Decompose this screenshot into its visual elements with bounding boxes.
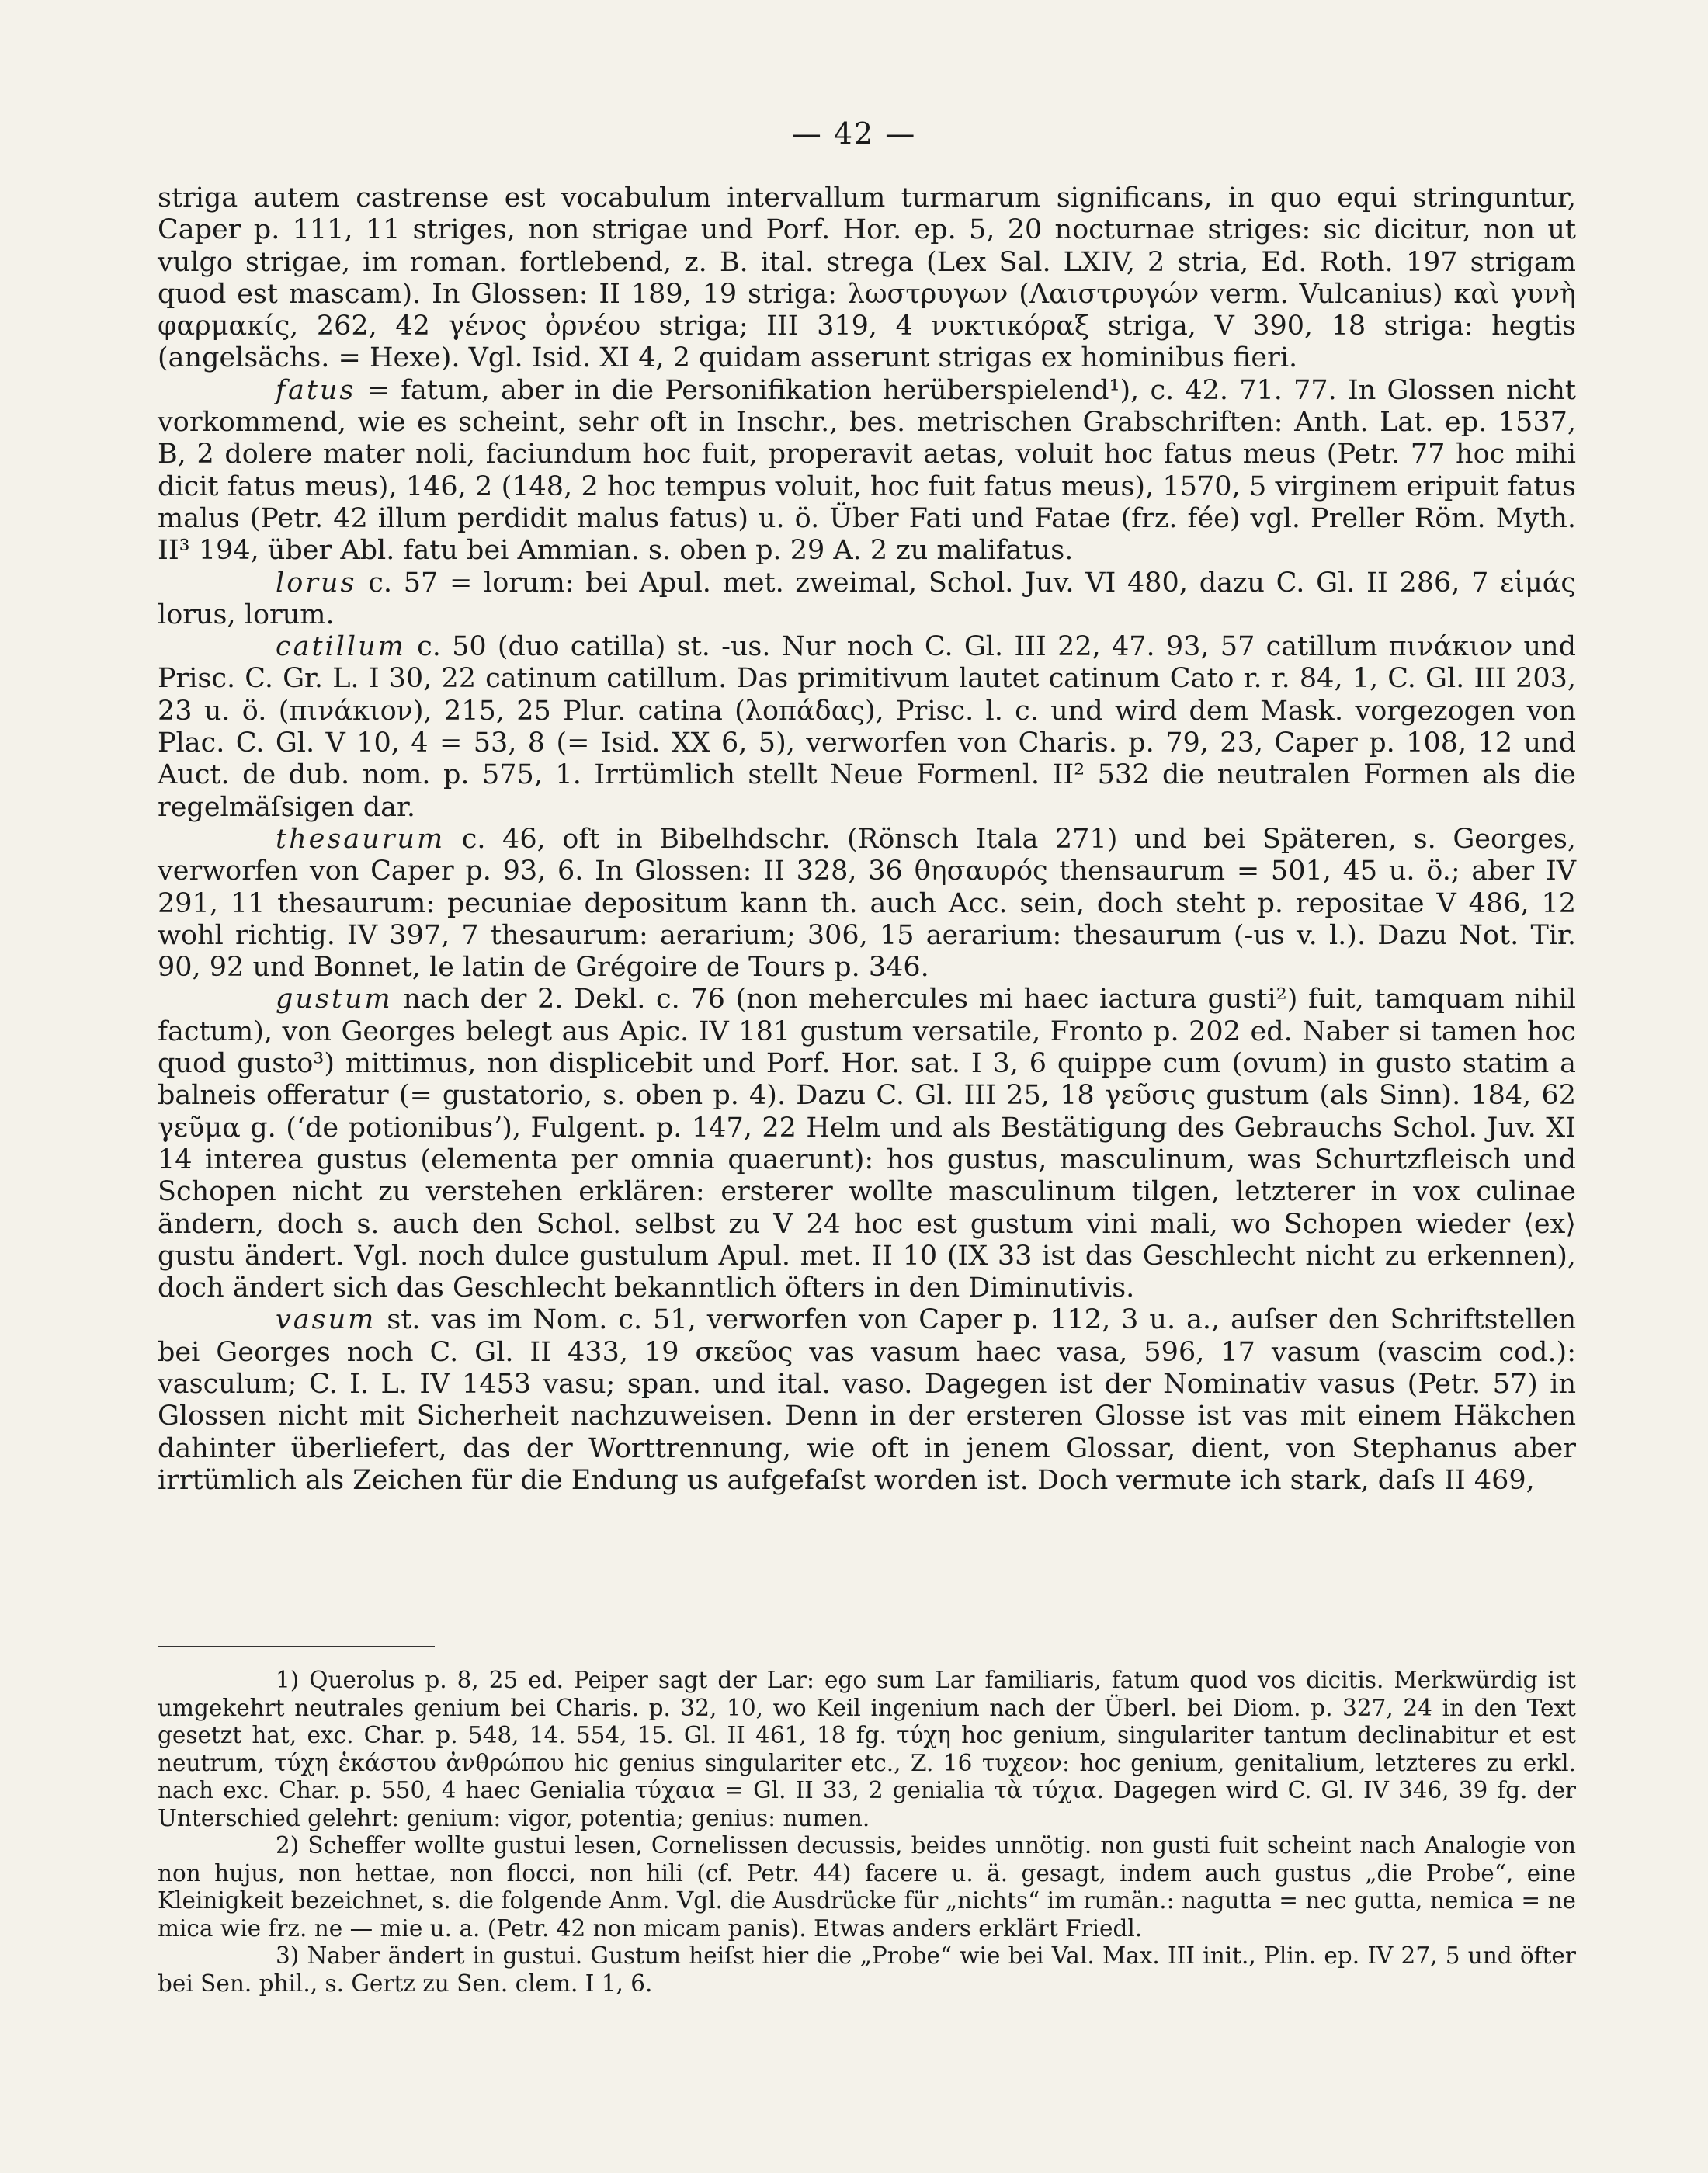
paragraph-gustum: gustum nach der 2. Dekl. c. 76 (non mehercules mi haec iactura gusti²) fuit, tamquam nihil factum), von Georges belegt aus Apic. IV 181 gustum versatile, Fronto p. 202 ed. Naber si tamen hoc quod gusto³) mittimus, non displicebit und Porf. Hor. sat. I 3, 6 quippe cum (ovum) in gusto statim a balneis offeratur (= gustatorio, s. oben p. 4). Dazu C. Gl. III 25, 18 γεῦσις gustum (als Sinn). 184, 62 γεῦμα g. (ʻde potionibusʼ), Fulgent. p. 147, 22 Helm und als Bestätigung des Gebrauchs Schol. Juv. XI 14 interea gustus (elementa per omnia quaerunt): hos gustus, masculinum, was Schurtzfleisch und Schopen nicht zu verstehen erklären: ersterer wollte masculinum tilgen, letzterer in vox culinae ändern, doch s. auch den Schol. selbst zu V 24 hoc est gustum vini mali, wo Schopen wieder ⟨ex⟩ gustu ändert. Vgl. noch dulce gustulum Apul. met. II 10 (IX 33 ist das Geschlecht nicht zu erkennen), doch ändert sich das Geschlecht bekanntlich öfters in den Diminutivis. [158,984,1576,1304]
paragraph-fatus: fatus = fatum, aber in die Personifikation herüberspielend¹), c. 42. 71. 77. In Glossen nicht vorkommend, wie es scheint, sehr oft in Inschr., bes. metrischen Grabschriften: Anth. Lat. ep. 1537, B, 2 dolere mater noli, faciundum hoc fuit, properavit aetas, voluit hoc fatus meus (Petr. 77 hoc mihi dicit fatus meus), 146, 2 (148, 2 hoc tempus voluit, hoc fuit fatus meus), 1570, 5 virginem eripuit fatus malus (Petr. 42 illum perdidit malus fatus) u. ö. Über Fati und Fatae (frz. fée) vgl. Preller Röm. Myth. II³ 194, über Abl. fatu bei Ammian. s. oben p. 29 A. 2 zu malifatus. [158,374,1576,567]
footnotes [158,1667,1576,1998]
headword: vasum [276,1304,377,1336]
footnote-1: 1) Querolus p. 8, 25 ed. Peiper sagt der Lar: ego sum Lar familiaris, fatum quod vos dicitis. Merkwürdig ist umgekehrt neutrales genium bei Charis. p. 32, 10, wo Keil ingenium nach der Überl. bei Diom. p. 327, 24 in den Text gesetzt hat, exc. Char. p. 548, 14. 554, 15. Gl. II 461, 18 fg. τύχη hoc genium, singulariter tantum declinabitur et est neutrum, τύχη ἑκάστου ἀνθρώπου hic genius singulariter etc., Z. 16 τυχεον: hoc genium, genitalium, letzteres zu erkl. nach exc. Char. p. 550, 4 haec Genialia τύχαια = Gl. II 33, 2 genialia τὰ τύχια. Dagegen wird C. Gl. IV 346, 39 fg. der Unterschied gelehrt: genium: vigor, potentia; genius: numen. [158,1667,1576,1831]
footnote-2: 2) Scheffer wollte gustui lesen, Cornelissen decussis, beides unnötig. non gusti fuit scheint nach Analogie von non hujus, non hettae, non flocci, non hili (cf. Petr. 44) facere u. ä. gesagt, indem auch gustus „die Probe“, eine Kleinigkeit bezeichnet, s. die folgende Anm. Vgl. die Ausdrücke für „nichts“ im rumän.: nagutta = nec gutta, nemica = ne mica wie frz. ne — mie u. a. (Petr. 42 non micam panis). Etwas anders erklärt Friedl. [158,1832,1576,1942]
headword: catillum [276,631,406,663]
paragraph-lorus: lorus c. 57 = lorum: bei Apul. met. zweimal, Schol. Juv. VI 480, dazu C. Gl. II 286, 7 εἱμάς lorus, lorum. [158,567,1576,630]
headword: thesaurum [276,823,446,855]
paragraph-vasum: vasum st. vas im Nom. c. 51, verworfen von Caper p. 112, 3 u. a., auſser den Schriftstellen bei Georges noch C. Gl. II 433, 19 σκεῦος vas vasum haec vasa, 596, 17 vasum (vascim cod.): vasculum; C. I. L. IV 1453 vasu; span. und ital. vaso. Dagegen ist der Nominativ vasus (Petr. 57) in Glossen nicht mit Sicherheit nachzuweisen. Denn in der ersteren Glosse ist vas mit einem Häkchen dahinter überliefert, das der Worttrennung, wie oft in jenem Glossar, dient, von Stephanus aber irrtümlich als Zeichen für die Endung us aufgefaſst worden ist. Doch vermute ich stark, daſs II 469, [158,1304,1576,1496]
headword: fatus [276,374,356,406]
footnote-3: 3) Naber ändert in gustui. Gustum heiſst hier die „Probe“ wie bei Val. Max. III init., Plin. ep. IV 27, 5 und öfter bei Sen. phil., s. Gertz zu Sen. clem. I 1, 6. [158,1942,1576,1997]
paragraph-thesaurum: thesaurum c. 46, oft in Bibelhdschr. (Rönsch Itala 271) und bei Späteren, s. Georges, verworfen von Caper p. 93, 6. In Glossen: II 328, 36 θησαυρός thensaurum = 501, 45 u. ö.; aber IV 291, 11 thesaurum: pecuniae depositum kann th. auch Acc. sein, doch steht p. repositae V 486, 12 wohl richtig. IV 397, 7 thesaurum: aerarium; 306, 15 aerarium: thesaurum (-us v. l.). Dazu Not. Tir. 90, 92 und Bonnet, le latin de Grégoire de Tours p. 346. [158,823,1576,984]
headword: gustum [276,984,393,1015]
main-text [158,182,1576,1497]
footnote-separator [158,1646,435,1647]
paragraph-catillum: catillum c. 50 (duo catilla) st. -us. Nur noch C. Gl. III 22, 47. 93, 57 catillum πινάκιον und Prisc. C. Gr. L. I 30, 22 catinum catillum. Das primitivum lautet catinum Cato r. r. 84, 1, C. Gl. III 203, 23 u. ö. (πινάκιον), 215, 25 Plur. catina (λοπάδας), Prisc. l. c. und wird dem Mask. vorgezogen von Plac. C. Gl. V 10, 4 = 53, 8 (= Isid. XX 6, 5), verworfen von Charis. p. 79, 23, Caper p. 108, 12 und Auct. de dub. nom. p. 575, 1. Irrtümlich stellt Neue Formenl. II² 532 die neutralen Formen als die regelmäſsigen dar. [158,631,1576,823]
paragraph-striga: striga autem castrense est vocabulum intervallum turmarum significans, in quo equi stringuntur, Caper p. 111, 11 striges, non strigae und Porf. Hor. ep. 5, 20 nocturnae striges: sic dicitur, non ut vulgo strigae, im roman. fortlebend, z. B. ital. strega (Lex Sal. LXIV, 2 stria, Ed. Roth. 197 strigam quod est mascam). In Glossen: II 189, 19 striga: λωστρυγων (Λαιστρυγών verm. Vulcanius) καὶ γυνὴ φαρμακίς, 262, 42 γένος ὀρνέου striga; III 319, 4 νυκτικόραξ striga, V 390, 18 striga: hegtis (angelsächs. = Hexe). Vgl. Isid. XI 4, 2 quidam asserunt strigas ex hominibus fieri. [158,182,1576,374]
headword: lorus [276,567,357,599]
page-number: — 42 — [791,116,917,151]
